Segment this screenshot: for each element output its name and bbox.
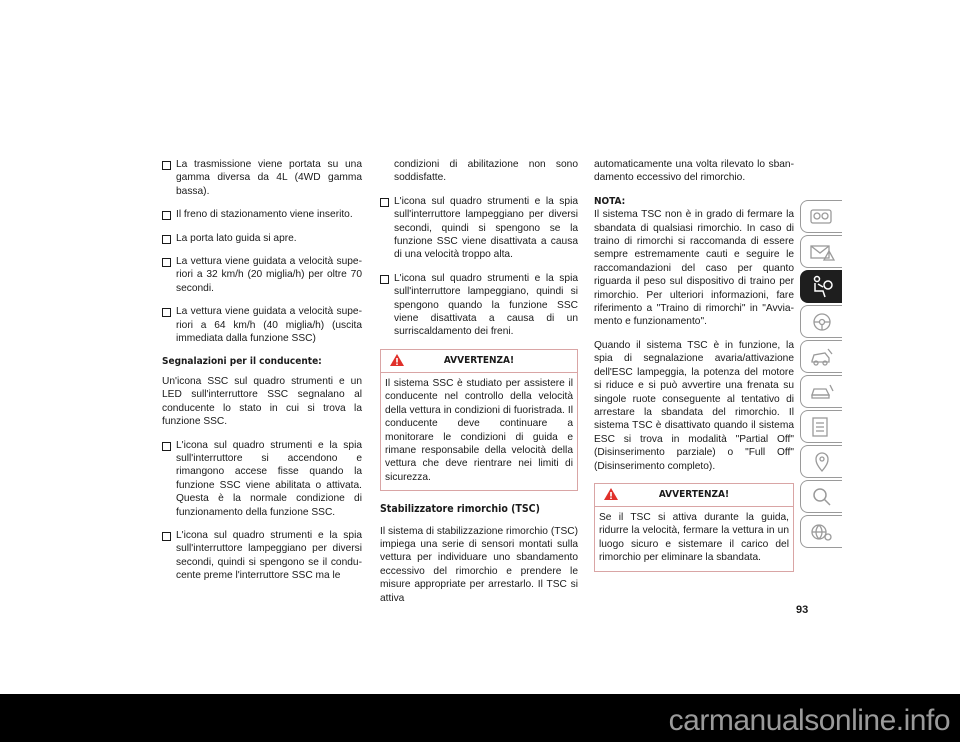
list-item — [162, 439, 362, 519]
list-item-text: La vettura viene guidata a velocità superiori a 32 km/h (20 miglia/h) per oltre 70 secondi. — [176, 256, 362, 294]
section-heading: Segnalazioni per il conducente: — [162, 356, 322, 368]
footer-watermark[interactable]: carmanualsonline.info — [668, 704, 950, 737]
column-left — [162, 158, 362, 593]
column-right — [594, 158, 794, 584]
paragraph: Un'icona SSC sul quadro strumenti e un LED sull'interruttore SSC segnalano al conducente lo stato in cui si trova la funzione SSC. — [162, 375, 362, 428]
checklist-icon — [809, 416, 835, 438]
checkbox-bullet-icon — [162, 532, 171, 541]
list-item — [162, 529, 362, 583]
section-heading: Stabilizzatore rimorchio (TSC) — [380, 503, 540, 516]
car-crash-icon — [809, 346, 835, 368]
list-item — [162, 208, 362, 221]
warning-text: Il sistema SSC è studiato per assistere il conducente nel controllo della velocità della vettura in condizioni di fuoristrada. Il conducente deve continuare a monitorare le condizioni di guida e rimane responsabile della velocità della vettura che deve rientrare nei limiti di sicurezza. — [385, 377, 573, 483]
tab-language[interactable] — [800, 515, 842, 548]
checkbox-bullet-icon — [380, 275, 389, 284]
chapter-tabs — [800, 200, 842, 550]
paragraph: automaticamente una volta rilevato lo sbandamento eccessivo del rimorchio. — [594, 159, 794, 184]
steering-wheel-icon — [809, 311, 835, 333]
map-pin-icon — [809, 451, 835, 473]
checkbox-bullet-icon — [162, 442, 171, 451]
list-item-text: La trasmissione viene portata su una gamma diversa da 4L (4WD gamma bassa). — [176, 159, 362, 197]
warning-box — [594, 483, 794, 572]
note-text: Il sistema TSC non è in grado di fermare la sbandata di qualsiasi rimorchio. In caso di traino di rimorchi si raccomanda di essere sempre estremamente cauti e seguire le raccomandazioni del caso per quanto riguarda il peso sul dispositivo di traino per rimorchio. Per ulteriori informazioni, fare riferimento a "Traino di rimorchi" in "Avviamento e funzionamento". — [594, 209, 794, 328]
list-item — [162, 232, 362, 245]
search-icon — [809, 486, 835, 508]
tab-search[interactable] — [800, 480, 842, 513]
list-item-text: L'icona sul quadro strumenti e la spia sull'interruttore si accendono e rimangono accese fisse quando la funzione SSC viene abilitata o attivata. Questa è la normale condizione di funzionamento della funzione SSC. — [176, 439, 362, 518]
warning-box — [380, 349, 578, 491]
list-item-text: La vettura viene guidata a velocità superiori a 64 km/h (40 miglia/h) (uscita immediata dalla funzione SSC) — [176, 306, 362, 345]
column-middle — [380, 158, 578, 615]
list-item — [380, 272, 578, 339]
list-item-text: Il freno di stazionamento viene inserito. — [176, 209, 353, 221]
list-item — [162, 158, 362, 198]
paragraph: Quando il sistema TSC è in funzione, la spia di segnalazione avaria/attivazione dell'ESC lampeggia, la potenza del motore si riduce e si può avvertire una frenata su singole ruote conseguente al tentativo di arrestare la sbandata del rimorchio. Il sistema TSC è disattivato quando il sistema ESC si trova in modalità "Partial Off" (Disinserimento parziale) o "Full Off" (Disinserimento completo). — [594, 339, 794, 472]
airbag-seat-icon — [809, 275, 835, 299]
list-item-text: L'icona sul quadro strumenti e la spia sull'interruttore lampeggiano per diversi secondi, quindi si spengono se la funzione SSC viene disattivata a causa di una velocità troppo alta. — [394, 195, 578, 261]
warning-header — [381, 350, 577, 373]
warning-header — [595, 484, 793, 507]
list-item — [162, 255, 362, 295]
checkbox-bullet-icon — [162, 235, 171, 244]
footer-bar — [0, 694, 960, 742]
list-item-text: La porta lato guida si apre. — [176, 232, 297, 244]
checkbox-bullet-icon — [162, 161, 171, 170]
page-number: 93 — [796, 604, 809, 616]
list-item-text: L'icona sul quadro strumenti e la spia sull'interruttore lampeggiano per diversi secondi, quindi si spengono se il conducente preme l'interruttore SSC ma le — [176, 529, 362, 582]
warning-title: AVVERTENZA! — [443, 354, 515, 366]
checkbox-bullet-icon — [380, 198, 389, 207]
car-dashboard-icon — [809, 206, 835, 228]
note-label: NOTA: — [594, 195, 626, 207]
tab-checklist[interactable] — [800, 410, 842, 443]
tab-airbag-seat[interactable] — [800, 270, 842, 303]
checkbox-bullet-icon — [162, 211, 171, 220]
warning-triangle-icon — [603, 487, 619, 501]
tab-map-pin[interactable] — [800, 445, 842, 478]
list-item — [380, 195, 578, 262]
warning-text: Se il TSC si attiva durante la guida, ridurre la velocità, fermare la vettura in un luogo sicuro e sistemare il carico del rimorchio per eliminare la sbandata. — [599, 511, 789, 564]
tab-envelope-warning[interactable] — [800, 235, 842, 268]
language-icon — [809, 521, 835, 543]
tab-car-service[interactable] — [800, 375, 842, 408]
paragraph: Il sistema di stabilizzazione rimorchio (TSC) impiega una serie di sensori montati sulla vettura per individuare uno sbandamento eccessivo del rimorchio e prendere le misure appropriate per arrestarlo. Il TSC si attiva — [380, 525, 578, 604]
car-service-icon — [809, 381, 835, 403]
tab-car-crash[interactable] — [800, 340, 842, 373]
checkbox-bullet-icon — [162, 258, 171, 267]
tab-car-dashboard[interactable] — [800, 200, 842, 233]
tab-steering-wheel[interactable] — [800, 305, 842, 338]
list-item-text: L'icona sul quadro strumenti e la spia sull'interruttore lampeggiano, quindi si spengono quando la funzione SSC viene disattivata a causa di un surriscaldamento dei freni. — [394, 272, 578, 338]
warning-title: AVVERTENZA! — [658, 488, 730, 500]
list-item — [162, 305, 362, 345]
warning-triangle-icon — [389, 353, 405, 367]
checkbox-bullet-icon — [162, 308, 171, 317]
paragraph-continued: condizioni di abilitazione non sono soddisfatte. — [394, 159, 578, 184]
envelope-warning-icon — [809, 241, 835, 263]
